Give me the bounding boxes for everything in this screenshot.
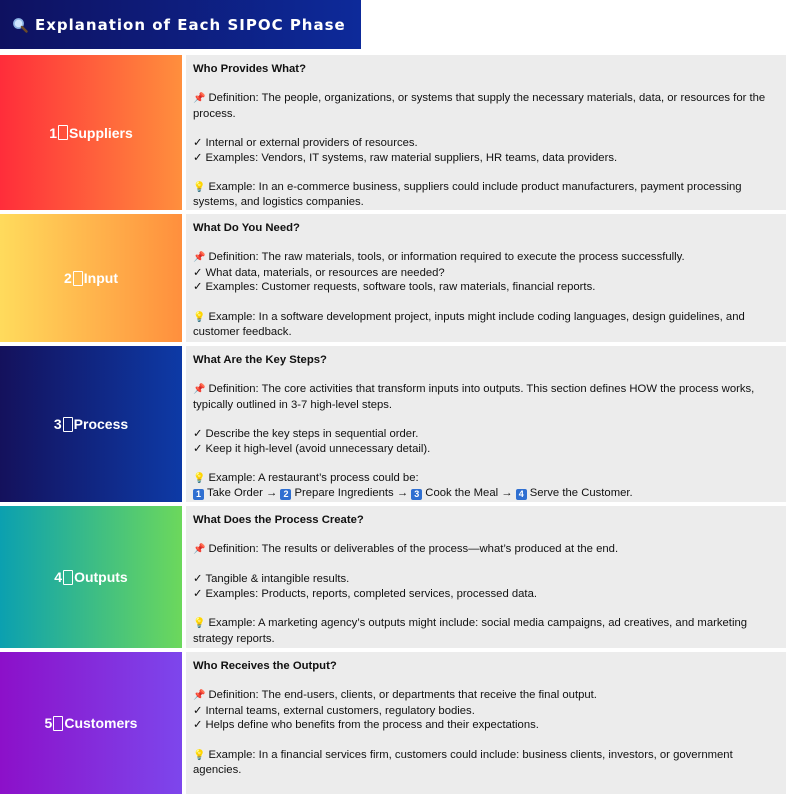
pushpin-icon: 📌	[193, 252, 206, 264]
phase-question: What Does the Process Create?	[193, 514, 364, 526]
check-icon: ✓	[193, 573, 203, 586]
example-text: Example: In an e-commerce business, suppliers could include product manufacturers, payment processing systems, and logistics companies.	[193, 180, 742, 209]
step-text: Prepare Ingredients →	[294, 487, 409, 500]
process-steps	[193, 486, 778, 501]
check-line	[193, 266, 778, 281]
phase-question: What Do You Need?	[193, 222, 300, 234]
check-line	[193, 572, 778, 587]
check-text: Describe the key steps in sequential order.	[205, 427, 419, 440]
pushpin-icon: 📌	[193, 93, 206, 105]
keycap-icon	[63, 417, 73, 432]
lightbulb-icon: 💡	[193, 472, 206, 484]
check-icon: ✓	[193, 719, 203, 732]
check-line	[193, 136, 778, 151]
lightbulb-icon: 💡	[193, 618, 206, 630]
step-number-badge: 4	[516, 489, 527, 500]
phase-number: 1	[49, 124, 57, 141]
example-line	[193, 471, 778, 487]
pushpin-icon: 📌	[193, 384, 206, 396]
keycap-icon	[58, 125, 68, 140]
phase-content-customers	[186, 652, 786, 794]
check-icon: ✓	[193, 704, 203, 717]
phase-number: 2	[63, 270, 72, 286]
check-text: Tangible & intangible results.	[205, 573, 350, 586]
definition-line	[193, 250, 778, 266]
example-text: Example: In a software development project, inputs might include coding languages, design guidelines, and customer feedback.	[193, 310, 745, 339]
check-text: Helps define who benefits from the process and their expectations.	[205, 719, 539, 732]
check-icon: ✓	[193, 136, 203, 149]
step-number-badge: 1	[193, 489, 204, 500]
phase-label-customers	[0, 652, 182, 794]
phase-question: Who Receives the Output?	[193, 660, 337, 672]
example-line	[193, 748, 778, 778]
example-line	[193, 180, 778, 210]
pushpin-icon: 📌	[193, 690, 206, 702]
phase-number: 3	[53, 416, 62, 432]
keycap-icon	[53, 716, 63, 731]
check-text: Examples: Customer requests, software tools, raw materials, financial reports.	[205, 281, 596, 294]
definition-line	[193, 688, 778, 704]
lightbulb-icon: 💡	[193, 311, 206, 323]
keycap-icon	[73, 271, 83, 286]
phase-row-outputs	[0, 506, 794, 648]
phase-row-customers	[0, 652, 794, 794]
check-text: Keep it high-level (avoid unnecessary detail).	[205, 442, 431, 455]
check-text: What data, materials, or resources are needed?	[205, 266, 445, 279]
phase-content-input	[186, 214, 786, 342]
pushpin-icon: 📌	[193, 544, 206, 556]
page-header	[0, 0, 361, 49]
check-line	[193, 587, 778, 602]
step-number-badge: 2	[280, 489, 291, 500]
example-line	[193, 310, 778, 340]
keycap-icon	[63, 570, 73, 585]
phase-name: Input	[83, 270, 118, 286]
check-icon: ✓	[193, 281, 203, 294]
phase-number: 5	[44, 715, 53, 731]
phase-label-outputs	[0, 506, 182, 648]
lightbulb-icon: 💡	[193, 181, 206, 193]
example-text: Example: In a financial services firm, customers could include: business clients, investors, or government agencies.	[193, 748, 733, 777]
check-icon: ✓	[193, 442, 203, 455]
definition-line	[193, 91, 778, 121]
phase-content-outputs	[186, 506, 786, 648]
phase-label-suppliers	[0, 55, 182, 210]
phase-name: Outputs	[74, 569, 128, 585]
page-title: Explanation of Each SIPOC Phase	[35, 15, 346, 34]
phase-name: Customers	[64, 715, 138, 731]
phase-question: What Are the Key Steps?	[193, 354, 327, 366]
definition-line	[193, 382, 778, 412]
check-icon: ✓	[193, 266, 203, 279]
phase-content-process	[186, 346, 786, 502]
step-number-badge: 3	[411, 489, 422, 500]
example-text: Example: A marketing agency’s outputs might include: social media campaigns, ad creatives, and marketing strategy reports.	[193, 617, 748, 645]
step-text: Cook the Meal →	[425, 487, 513, 500]
lightbulb-icon: 💡	[193, 749, 206, 761]
definition-text: Definition: The raw materials, tools, or information required to execute the process successfully.	[208, 251, 685, 264]
check-icon: ✓	[193, 587, 203, 600]
magnifier-icon	[12, 17, 28, 33]
phase-row-suppliers	[0, 55, 794, 210]
definition-text: Definition: The people, organizations, or systems that supply the necessary materials, data, or resources for the process.	[193, 92, 766, 120]
check-line	[193, 427, 778, 442]
definition-text: Definition: The end-users, clients, or departments that receive the final output.	[208, 689, 597, 702]
phase-label-input	[0, 214, 182, 342]
check-line	[193, 151, 778, 166]
phase-number: 4	[54, 569, 63, 585]
check-text: Examples: Products, reports, completed services, processed data.	[205, 587, 537, 600]
definition-line	[193, 542, 778, 558]
phase-label-process	[0, 346, 182, 502]
check-icon: ✓	[193, 427, 203, 440]
definition-text: Definition: The core activities that transform inputs into outputs. This section defines HOW the process works, typically outlined in 3-7 high-level steps.	[193, 383, 755, 411]
example-text: Example: A restaurant’s process could be:	[208, 471, 419, 484]
phase-row-input	[0, 214, 794, 342]
example-line	[193, 616, 778, 646]
phase-content-suppliers	[186, 55, 786, 210]
phase-name: Process	[73, 416, 129, 432]
phase-name: Suppliers	[69, 124, 133, 141]
step-text: Serve the Customer.	[529, 487, 633, 500]
phase-row-process	[0, 346, 794, 502]
check-line	[193, 704, 778, 719]
check-text: Examples: Vendors, IT systems, raw material suppliers, HR teams, data providers.	[205, 151, 618, 164]
phase-question: Who Provides What?	[193, 63, 306, 75]
check-line	[193, 718, 778, 733]
step-text: Take Order →	[207, 487, 278, 500]
check-text: Internal or external providers of resources.	[205, 136, 418, 149]
check-text: Internal teams, external customers, regulatory bodies.	[205, 704, 475, 717]
definition-text: Definition: The results or deliverables of the process—what’s produced at the end.	[208, 543, 619, 556]
check-line	[193, 280, 778, 295]
check-line	[193, 442, 778, 457]
check-icon: ✓	[193, 151, 203, 164]
